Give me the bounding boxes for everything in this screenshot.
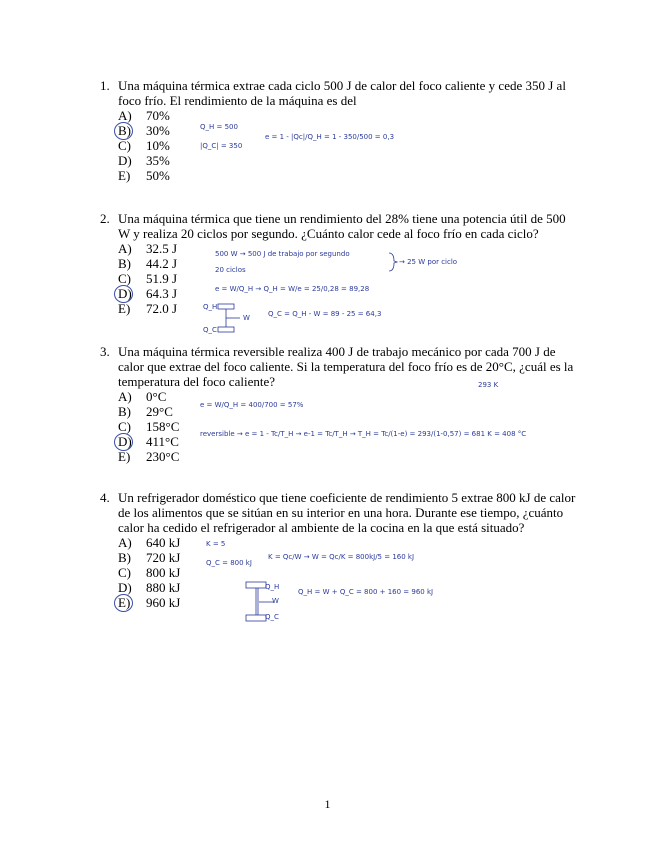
note-3-efficiency: e = W/Q_H = 400/700 = 57% [200,401,304,409]
note-3-kelvin: 293 K [478,381,499,389]
note-2-qc: Q_C = Q_H - W = 89 - 25 = 64,3 [268,310,382,318]
option-1d[interactable]: D) 35% [118,153,170,168]
note-2-diagram-qh: Q_H [203,303,218,311]
option-2c[interactable]: C) 51.9 J [118,271,178,286]
note-4-qh: Q_H = W + Q_C = 800 + 160 = 960 kJ [298,588,434,596]
note-2-diagram-qc: Q_C [203,326,217,334]
question-4-options [118,535,580,610]
option-1b[interactable]: B) 30% [118,123,580,138]
option-4e[interactable]: E) 960 kJ [118,595,580,610]
option-3c[interactable]: C) 158°C [118,419,180,434]
option-2b[interactable]: B) 44.2 J [118,256,178,271]
note-1-qh: Q_H = 500 [200,123,238,131]
note-2-qh: e = W/Q_H → Q_H = W/e = 25/0,28 = 89,28 [215,285,370,293]
question-4-stem [100,490,580,535]
option-2e[interactable]: E) 72.0 J [118,301,178,316]
note-1-efficiency: e = 1 - |Qc|/Q_H = 1 - 350/500 = 0,3 [265,133,395,141]
question-1-options [118,108,580,183]
question-3-options [118,389,580,464]
option-1c[interactable]: C) 10% [118,138,170,153]
note-2-diagram-w: W [243,314,250,322]
question-3 [100,344,580,464]
question-2 [100,211,580,316]
page-number: 1 [324,797,331,811]
option-3d[interactable]: D) 411°C [118,434,580,449]
question-1 [100,78,580,183]
question-4-number: 4. [100,490,110,505]
note-3-reversible: reversible → e = 1 - Tc/T_H → e-1 = Tc/T_H → T_H = Tc/(1-e) = 293/(1-0,57) = 681 K = 408 °C [200,430,527,438]
note-4-k: K = 5 [206,540,226,548]
note-2-per-cycle: → 25 W por ciclo [399,258,458,266]
question-1-stem [100,78,580,108]
note-4-diagram-qc: Q_C [265,613,279,621]
question-3-number: 3. [100,344,110,359]
note-4-diagram-qh: Q_H [265,583,280,591]
option-2a[interactable]: A) 32.5 J [118,241,178,256]
note-2-power: 500 W → 500 J de trabajo por segundo [215,250,350,258]
question-4-text: Un refrigerador doméstico que tiene coeficiente de rendimiento 5 extrae 800 kJ de calor de los alimentos que se sitúan en su interior en una hora. Durante ese tiempo, ¿cuánto calor ha cedido el refrigerador al ambiente de la cocina en la que está situado? [118,490,576,535]
note-2-cycles: 20 ciclos [215,266,246,274]
question-2-text: Una máquina térmica que tiene un rendimiento del 28% tiene una potencia útil de 500 W y realiza 20 ciclos por segundo. ¿Cuánto calor cede al foco frío en cada ciclo? [118,211,566,241]
option-2d[interactable]: D) 64.3 J [118,286,580,301]
option-1e[interactable]: E) 50% [118,168,170,183]
note-1-qc: |Q_C| = 350 [200,142,243,150]
option-4c[interactable]: C) 800 kJ [118,565,181,580]
option-4d[interactable]: D) 880 kJ [118,580,181,595]
option-3a[interactable]: A) 0°C [118,389,167,404]
option-4a[interactable]: A) 640 kJ [118,535,181,550]
option-4b[interactable]: B) 720 kJ [118,550,181,565]
option-3b[interactable]: B) 29°C [118,404,173,419]
question-1-text: Una máquina térmica extrae cada ciclo 500 J de calor del foco caliente y cede 350 J al foco frío. El rendimiento de la máquina es del [118,78,566,108]
option-3e[interactable]: E) 230°C [118,449,180,464]
question-3-text: Una máquina térmica reversible realiza 400 J de trabajo mecánico por cada 700 J de calor que extrae del foco caliente. Si la temperatura del foco frío es de 20°C, ¿cuál es la temperatura del foco caliente? [118,344,574,389]
question-3-stem [100,344,580,389]
answer-circle-mark [114,594,133,612]
option-1a[interactable]: A) 70% [118,108,170,123]
brace-mark [388,252,398,272]
note-4-qc: Q_C = 800 kJ [206,559,252,567]
note-4-work: K = Qc/W → W = Qc/K = 800kJ/5 = 160 kJ [268,553,415,561]
question-2-stem [100,211,580,241]
question-2-number: 2. [100,211,110,226]
question-1-number: 1. [100,78,110,93]
note-4-diagram-w: W [272,597,279,605]
